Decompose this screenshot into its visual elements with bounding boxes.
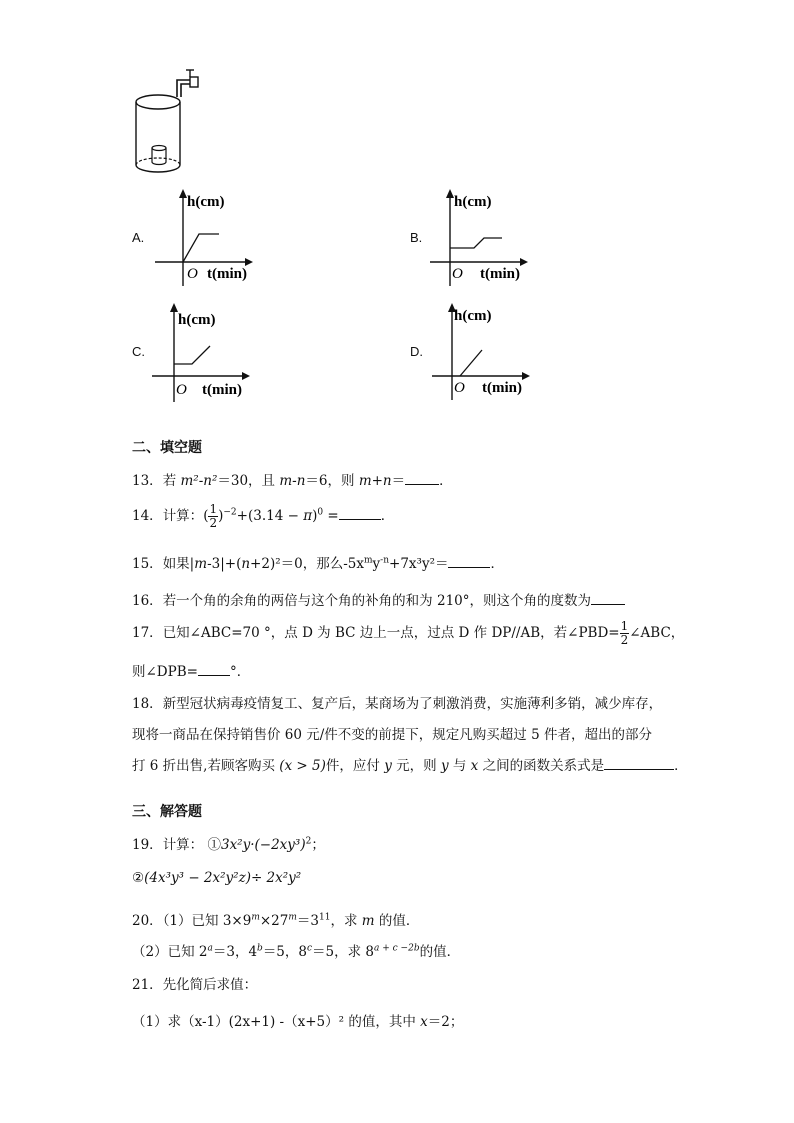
question-18-line3: 打 6 折出售,若顾客购买 (x > 5)件，应付 y 元，则 y 与 x 之间的函数关系式是 ． bbox=[132, 758, 688, 774]
question-18-line1: 18．新型冠状病毒疫情复工、复产后，某商场为了刺激消费，实施薄利多销，减少库存， bbox=[132, 696, 663, 712]
answer-blank[interactable] bbox=[591, 592, 625, 605]
option-d-letter: D. bbox=[410, 344, 423, 359]
option-c-x-label: t(min) bbox=[202, 382, 242, 398]
option-d-y-label: h(cm) bbox=[454, 308, 492, 324]
option-d-origin: O bbox=[454, 380, 465, 396]
question-21: 21．先化简后求值： bbox=[132, 977, 258, 993]
fraction-half: $\frac{1}{2}$ bbox=[209, 502, 218, 530]
option-a-letter: A. bbox=[132, 230, 145, 245]
option-a-y-label: h(cm) bbox=[187, 194, 225, 210]
option-c-y-label: h(cm) bbox=[178, 312, 216, 328]
option-d-graph bbox=[432, 300, 542, 405]
question-20-part2: （2）已知 $2^a=3$，$4^b=5$，$8^c=5$，求 $8^{a + c -2b}$的值． bbox=[132, 943, 461, 960]
answer-blank[interactable] bbox=[198, 663, 230, 676]
container-figure bbox=[132, 62, 212, 180]
question-13: 13．若 m²-n²＝30，且 m-n＝6，则 m+n＝ ． bbox=[132, 473, 453, 489]
question-16: 16．若一个角的余角的两倍与这个角的补角的和为 210°，则这个角的度数为 bbox=[132, 589, 625, 609]
question-14: 14．计算：( $\frac{1}{2}$ )$^{-2}+(3.14 - \pi)^0$ = ． bbox=[132, 502, 395, 530]
option-d-x-label: t(min) bbox=[482, 380, 522, 396]
question-19: 19．计算： $①3x^2y\cdot(-2xy^3)^2$； bbox=[132, 836, 325, 853]
option-b-x-label: t(min) bbox=[480, 266, 520, 282]
answer-blank[interactable] bbox=[405, 472, 439, 485]
option-b-origin: O bbox=[452, 266, 463, 282]
section-answer-heading: 三、解答题 bbox=[132, 804, 202, 820]
option-b-y-label: h(cm) bbox=[454, 194, 492, 210]
question-17-line2: 则∠DPB= °． bbox=[132, 664, 251, 680]
question-18-line2: 现将一商品在保持销售价 60 元/件不变的前提下，规定凡购买超过 5 件者，超出的部分 bbox=[132, 727, 652, 743]
answer-blank[interactable] bbox=[339, 507, 381, 520]
option-a-x-label: t(min) bbox=[207, 266, 247, 282]
answer-blank[interactable] bbox=[604, 757, 674, 770]
option-c-letter: C. bbox=[132, 344, 145, 359]
option-a-graph bbox=[155, 186, 265, 291]
question-20-part1: 20．（1）已知 $3\times 9^m\times 27^m=3^{11}$，求 m 的值． bbox=[132, 912, 420, 929]
answer-blank[interactable] bbox=[448, 555, 490, 568]
question-19-part2: ②(4x³y³ − 2x²y²z)÷ 2x²y² bbox=[132, 870, 302, 886]
question-17: 17．已知∠ABC=70 °，点 D 为 BC 边上一点，过点 D 作 DP//AB，若∠PBD= $\frac{1}{2}$ ∠ABC， bbox=[132, 619, 685, 647]
fraction-half: $\frac{1}{2}$ bbox=[620, 619, 629, 647]
option-c-origin: O bbox=[176, 382, 187, 398]
option-a-origin: O bbox=[187, 266, 198, 282]
option-b-letter: B. bbox=[410, 230, 423, 245]
option-c-graph bbox=[152, 300, 262, 405]
section-fill-heading: 二、填空题 bbox=[132, 440, 202, 456]
question-15: 15．如果|m-3|+(n+2)²＝0，那么$-5x^my^{-n}+7x^3y^2=$ ． bbox=[132, 555, 504, 572]
option-b-graph bbox=[430, 186, 540, 291]
question-21-part1: （1）求（x-1）(2x+1) -（x+5）² 的值，其中 x＝2； bbox=[132, 1014, 464, 1030]
